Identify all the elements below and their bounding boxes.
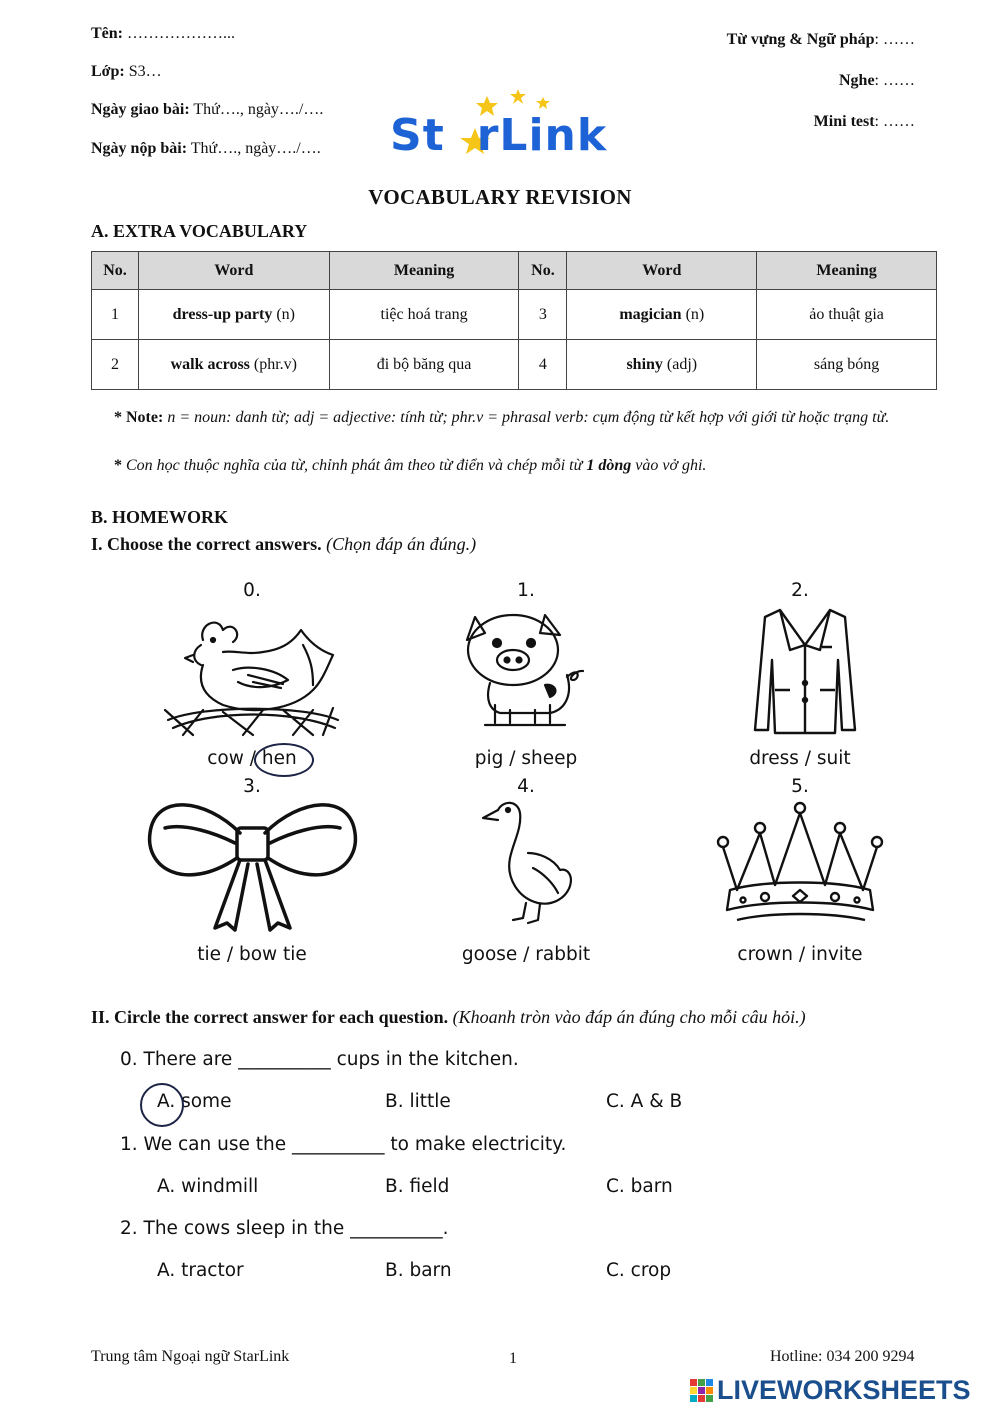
option-a[interactable]: A. tractor	[157, 1260, 244, 1281]
col-header: No.	[519, 252, 567, 290]
note-line-1: * Note: n = noun: danh từ; adj = adjective: tính từ; phr.v = phrasal verb: cụm động từ kết hợp với giới từ hoặc trạng từ.	[114, 409, 890, 426]
cell-no: 4	[519, 340, 567, 390]
hen-answer[interactable]: hen	[261, 748, 297, 769]
page-title: VOCABULARY REVISION	[368, 185, 632, 209]
option-c[interactable]: C. A & B	[606, 1091, 683, 1112]
suit-icon	[750, 605, 860, 735]
section-b-heading: B. HOMEWORK	[91, 507, 229, 527]
picture-number: 0.	[243, 580, 261, 601]
picture-caption[interactable]: pig / sheep	[474, 748, 578, 769]
vocab-score-line: Từ vựng & Ngữ pháp: ……	[726, 31, 915, 48]
picture-caption[interactable]: dress / suit	[749, 748, 851, 769]
page-number: 1	[509, 1350, 517, 1367]
option-b[interactable]: B. barn	[385, 1260, 452, 1281]
picture-number: 4.	[517, 776, 535, 797]
picture-number: 1.	[517, 580, 535, 601]
vocabulary-table	[91, 251, 937, 390]
question-text: 1. We can use the __________ to make electricity.	[120, 1134, 567, 1155]
starlink-logo	[390, 86, 640, 166]
col-header: Word	[138, 252, 329, 290]
goose-icon	[478, 798, 578, 928]
part-1-title: I. Choose the correct answers. (Chọn đáp án đúng.)	[91, 534, 477, 554]
picture-number: 5.	[791, 776, 809, 797]
part-2-title: II. Circle the correct answer for each question. (Khoanh tròn vào đáp án đúng cho mỗi câu hỏi.)	[91, 1007, 806, 1027]
mini-test-score-line: Mini test: ……	[813, 113, 915, 130]
cell-meaning: đi bộ băng qua	[329, 340, 519, 390]
picture-caption[interactable]: crown / invite	[737, 944, 863, 965]
col-header: Word	[567, 252, 757, 290]
picture-number: 2.	[791, 580, 809, 601]
footer-hotline: Hotline: 034 200 9294	[770, 1348, 915, 1365]
col-header: Meaning	[757, 252, 937, 290]
cell-meaning: ảo thuật gia	[757, 290, 937, 340]
liveworksheets-logo[interactable]	[690, 1377, 990, 1407]
cell-no: 2	[92, 340, 139, 390]
question-text: 2. The cows sleep in the __________.	[120, 1218, 449, 1239]
table-header-row	[92, 252, 937, 290]
pig-icon	[455, 605, 595, 730]
hen-icon	[163, 610, 343, 740]
col-header: Meaning	[329, 252, 519, 290]
option-b[interactable]: B. little	[385, 1091, 451, 1112]
table-row	[92, 340, 937, 390]
footer-center-name: Trung tâm Ngoại ngữ StarLink	[91, 1348, 290, 1365]
question-text: 0. There are __________ cups in the kitchen.	[120, 1049, 519, 1070]
logo-text-left: St	[390, 110, 445, 161]
listening-score-line: Nghe: ……	[838, 72, 915, 89]
option-a[interactable]: A. windmill	[157, 1176, 259, 1197]
cell-word: shiny (adj)	[567, 340, 757, 390]
cell-no: 3	[519, 290, 567, 340]
picture-caption[interactable]: tie / bow tie	[197, 944, 307, 965]
answer-circle	[254, 743, 314, 777]
cell-word: walk across (phr.v)	[138, 340, 329, 390]
option-a[interactable]: A. some	[157, 1091, 232, 1112]
cell-meaning: tiệc hoá trang	[329, 290, 519, 340]
answer-circle	[140, 1083, 184, 1127]
assign-date-line: Ngày giao bài: Thứ…., ngày…./….	[91, 101, 324, 118]
col-header: No.	[92, 252, 139, 290]
picture-number: 3.	[243, 776, 261, 797]
table-row	[92, 290, 937, 340]
cell-word: magician (n)	[567, 290, 757, 340]
cell-meaning: sáng bóng	[757, 340, 937, 390]
logo-text-right: rLink	[476, 110, 608, 161]
cell-no: 1	[92, 290, 139, 340]
submit-date-line: Ngày nộp bài: Thứ…., ngày…./….	[91, 140, 321, 157]
liveworksheets-text: LIVEWORKSHEETS	[717, 1375, 971, 1405]
picture-caption[interactable]: goose / rabbit	[461, 944, 591, 965]
section-a-heading: A. EXTRA VOCABULARY	[91, 221, 308, 241]
bow-tie-icon	[145, 798, 360, 933]
liveworksheets-grid-icon	[690, 1379, 714, 1403]
name-line: Tên: ………………...	[91, 25, 235, 42]
option-b[interactable]: B. field	[385, 1176, 450, 1197]
picture-caption: cow / hen	[207, 748, 297, 769]
option-c[interactable]: C. barn	[606, 1176, 673, 1197]
cell-word: dress-up party (n)	[138, 290, 329, 340]
note-line-2: * Con học thuộc nghĩa của từ, chỉnh phát âm theo từ điển và chép mỗi từ 1 dòng vào vở ghi.	[114, 457, 707, 474]
class-line: Lớp: S3…	[91, 63, 162, 80]
crown-icon	[715, 800, 885, 925]
option-c[interactable]: C. crop	[606, 1260, 672, 1281]
